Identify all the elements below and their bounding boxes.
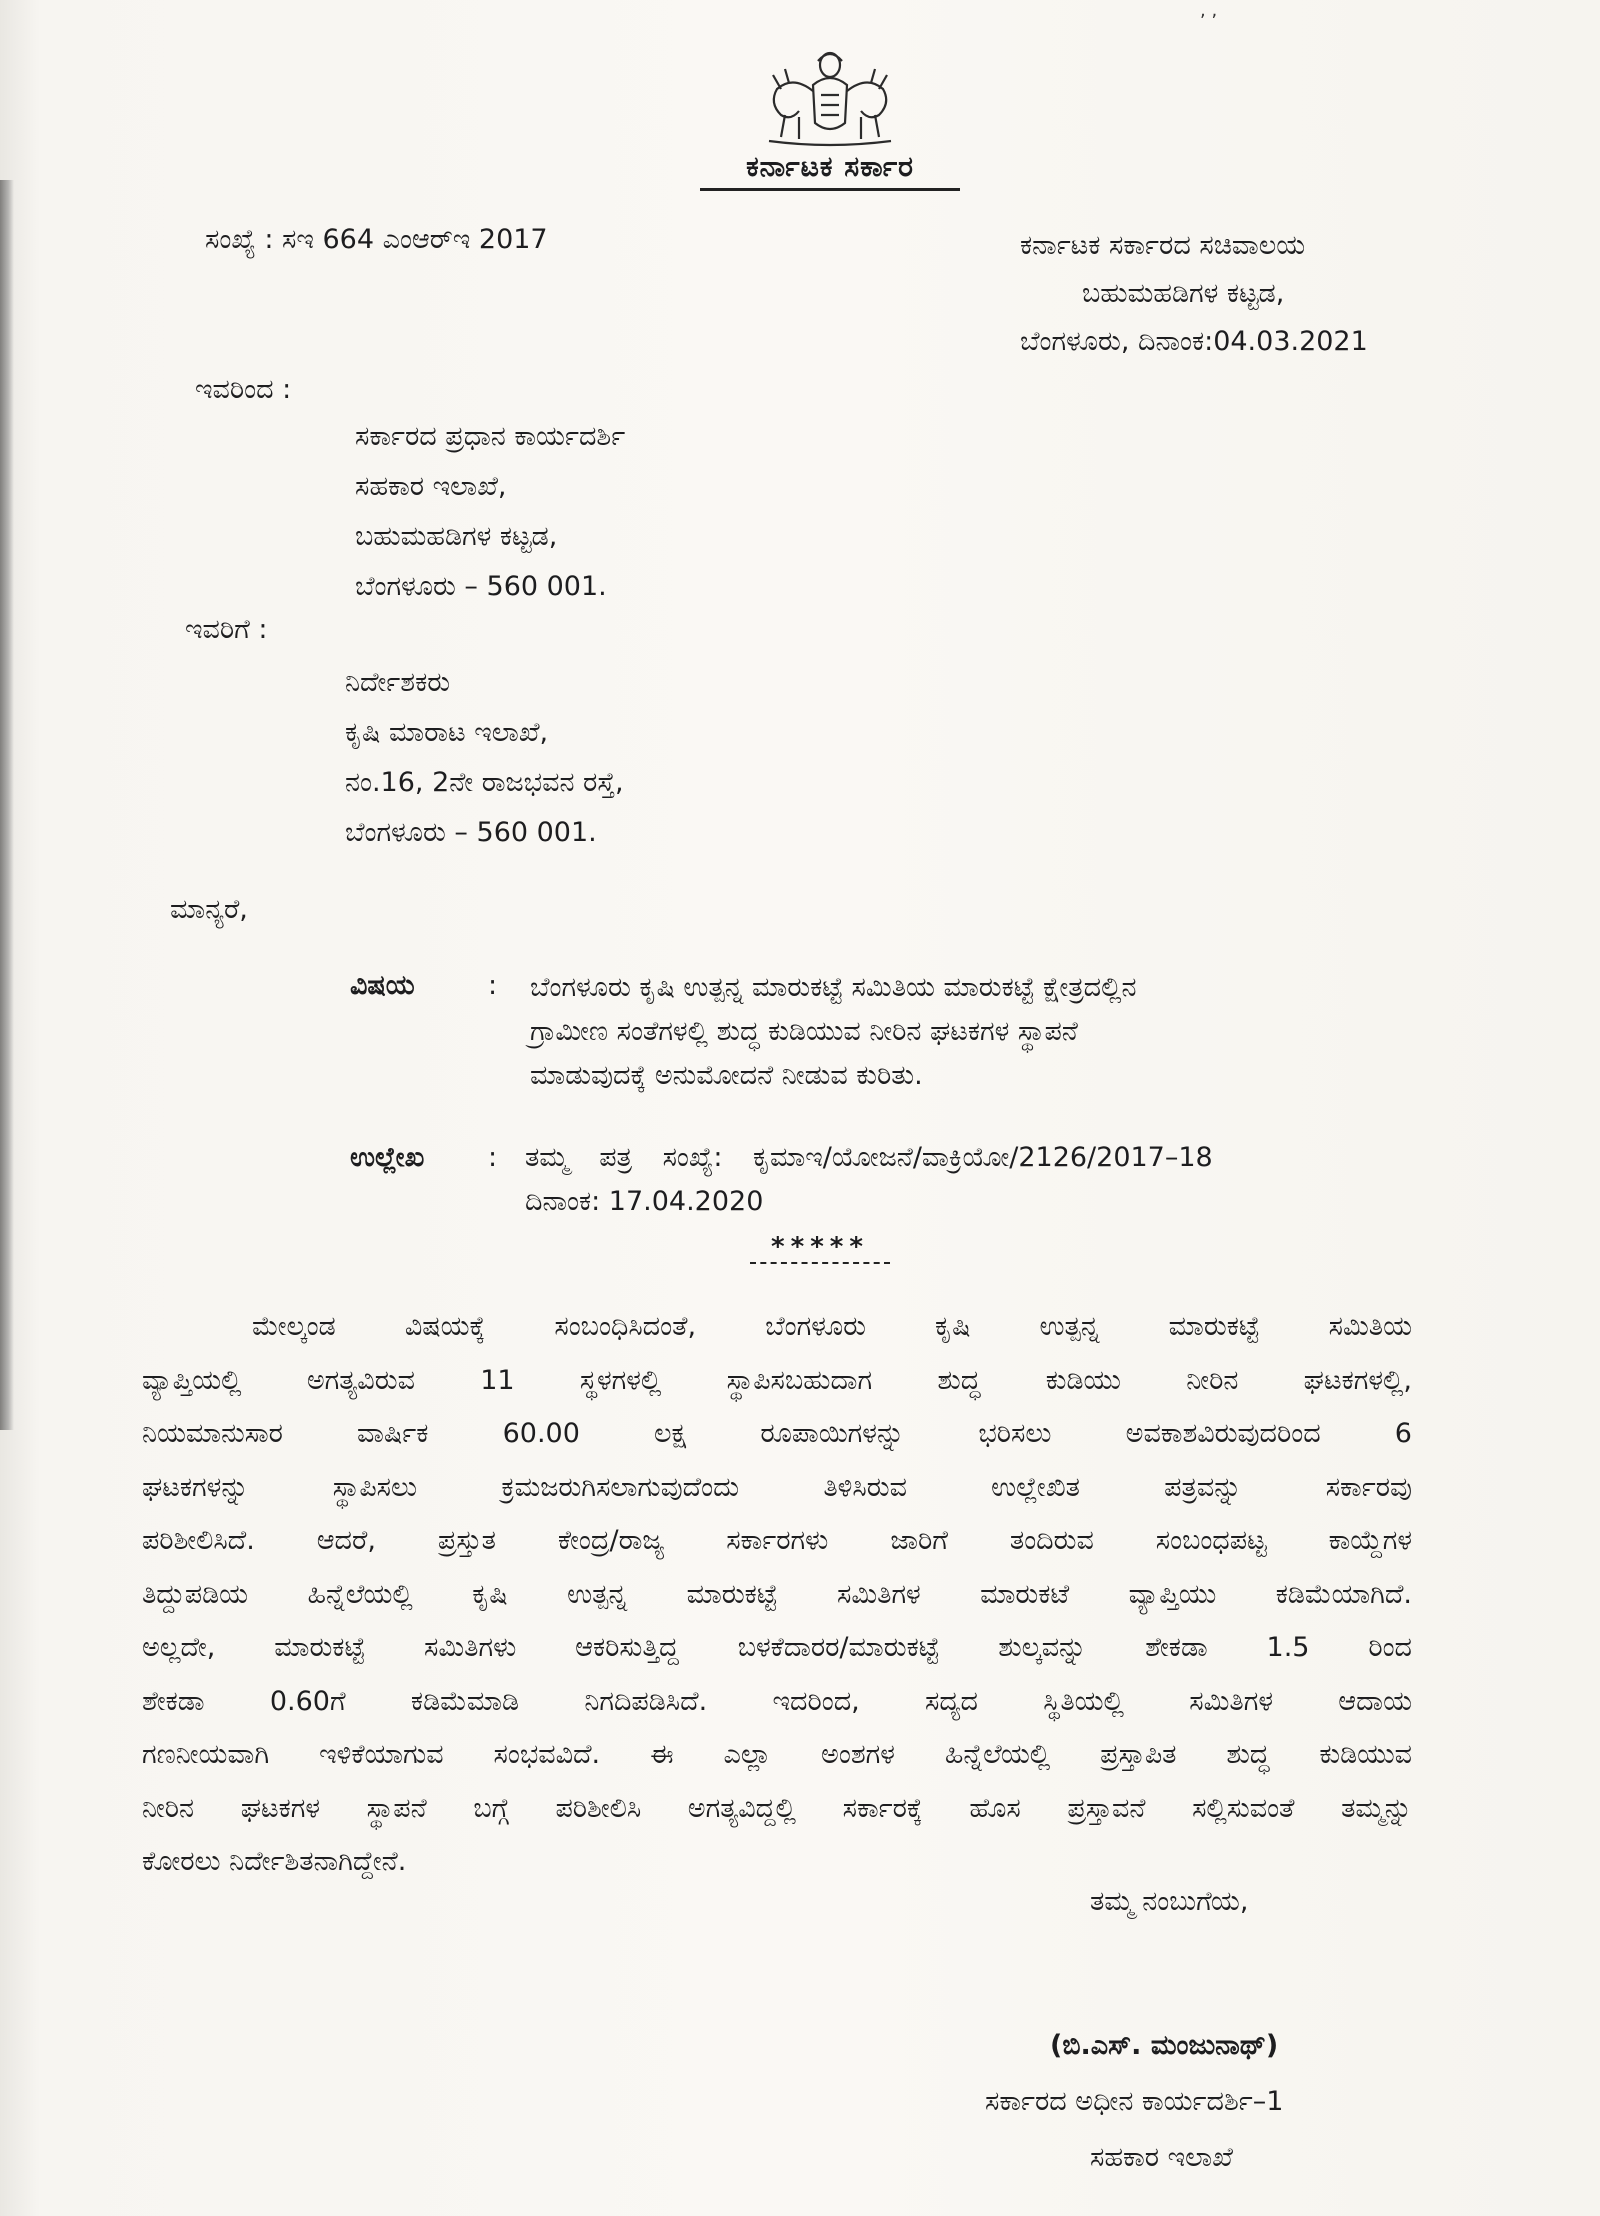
secretariat-line: ಕರ್ನಾಟಕ ಸರ್ಕಾರದ ಸಚಿವಾಲಯ — [1020, 230, 1306, 261]
address-line: ಕೃಷಿ ಮಾರಾಟ ಇಲಾಖೆ, — [345, 717, 549, 748]
subject-text — [530, 966, 1370, 1098]
from-address — [355, 412, 625, 612]
government-title: ಕರ್ನಾಟಕ ಸರ್ಕಾರ — [700, 150, 960, 191]
reference-text — [525, 1136, 1213, 1224]
corner-mark: , , — [1200, 0, 1218, 21]
body-line: ಶೇಕಡಾ 0.60ಗೆ ಕಡಿಮೆಮಾಡಿ ನಿಗದಿಪಡಿಸಿದೆ. ಇದರಿಂದ, ಸದ್ಯದ ಸ್ಥಿತಿಯಲ್ಲಿ ಸಮಿತಿಗಳ ಆದಾಯ — [142, 1685, 1412, 1717]
signatory-designation: ಸರ್ಕಾರದ ಅಧೀನ ಕಾರ್ಯದರ್ಶಿ–1 — [985, 2086, 1284, 2117]
body-line: ಪರಿಶೀಲಿಸಿದೆ. ಆದರೆ, ಪ್ರಸ್ತುತ ಕೇಂದ್ರ/ರಾಜ್ಯ ಸರ್ಕಾರಗಳು ಜಾರಿಗೆ ತಂದಿರುವ ಸಂಬಂಧಪಟ್ಟ ಕಾಯ್ದೆಗಳ — [142, 1525, 1412, 1556]
signatory-department: ಸಹಕಾರ ಇಲಾಖೆ — [1090, 2142, 1233, 2173]
reference-colon: : — [488, 1142, 498, 1173]
state-emblem-icon — [755, 45, 905, 155]
address-line: ಸರ್ಕಾರದ ಪ್ರಧಾನ ಕಾರ್ಯದರ್ಶಿ — [355, 421, 626, 452]
secretariat-line: ಬಹುಮಹಡಿಗಳ ಕಟ್ಟಡ, — [1082, 278, 1285, 309]
body-line: ಘಟಕಗಳನ್ನು ಸ್ಥಾಪಿಸಲು ಕ್ರಮಜರುಗಿಸಲಾಗುವುದೆಂದು ತಿಳಿಸಿರುವ ಉಲ್ಲೇಖಿತ ಪತ್ರವನ್ನು ಸರ್ಕಾರವು — [142, 1471, 1412, 1503]
address-line: ಬೆಂಗಳೂರು – 560 001. — [345, 817, 597, 848]
subject-line: ಬೆಂಗಳೂರು ಕೃಷಿ ಉತ್ಪನ್ನ ಮಾರುಕಟ್ಟೆ ಸಮಿತಿಯ ಮಾರುಕಟ್ಟೆ ಕ್ಷೇತ್ರದಲ್ಲಿನ — [530, 972, 1137, 1003]
subject-line: ಮಾಡುವುದಕ್ಕೆ ಅನುಮೋದನೆ ನೀಡುವ ಕುರಿತು. — [530, 1060, 923, 1091]
subject-colon: : — [488, 970, 498, 1001]
reference-date: ದಿನಾಂಕ: 17.04.2020 — [525, 1186, 764, 1217]
body-line: ಕೋರಲು ನಿರ್ದೇಶಿತನಾಗಿದ್ದೇನೆ. — [142, 1846, 407, 1877]
from-label: ಇವರಿಂದ : — [195, 374, 292, 405]
body-line: ಮೇಲ್ಕಂಡ ವಿಷಯಕ್ಕೆ ಸಂಬಂಧಿಸಿದಂತೆ, ಬೆಂಗಳೂರು ಕೃಷಿ ಉತ್ಪನ್ನ ಮಾರುಕಟ್ಟೆ ಸಮಿತಿಯ — [252, 1311, 1412, 1342]
body-line: ಅಲ್ಲದೇ, ಮಾರುಕಟ್ಟೆ ಸಮಿತಿಗಳು ಆಕರಿಸುತ್ತಿದ್ದ ಬಳಕೆದಾರರ/ಮಾರುಕಟ್ಟೆ ಶುಲ್ಕವನ್ನು ಶೇಕಡಾ 1.5 ರಿಂದ — [142, 1632, 1412, 1663]
body-line: ನಿಯಮಾನುಸಾರ ವಾರ್ಷಿಕ 60.00 ಲಕ್ಷ ರೂಪಾಯಿಗಳನ್ನು ಭರಿಸಲು ಅವಕಾಶವಿರುವುದರಿಂದ 6 — [142, 1418, 1412, 1449]
address-line: ನಿರ್ದೇಶಕರು — [345, 667, 451, 698]
address-line: ಬೆಂಗಳೂರು – 560 001. — [355, 571, 607, 602]
body-line: ತಿದ್ದುಪಡಿಯ ಹಿನ್ನೆಲೆಯಲ್ಲಿ ಕೃಷಿ ಉತ್ಪನ್ನ ಮಾರುಕಟ್ಟೆ ಸಮಿತಿಗಳ ಮಾರುಕಟೆ ವ್ಯಾಪ್ತಿಯು ಕಡಿಮೆಯಾಗಿದೆ. — [142, 1578, 1412, 1610]
secretariat-address — [1020, 222, 1368, 366]
reference-label: ಉಲ್ಲೇಖ — [350, 1142, 425, 1173]
separator-stars: ***** — [750, 1232, 890, 1264]
closing-phrase: ತಮ್ಮ ನಂಬುಗೆಯ, — [1090, 1886, 1249, 1917]
address-line: ನಂ.16, 2ನೇ ರಾಜಭವನ ರಸ್ತೆ, — [345, 767, 624, 798]
to-address — [345, 658, 624, 858]
reference-line: ತಮ್ಮ ಪತ್ರ ಸಂಖ್ಯೆ: ಕೃಮಾಇ/ಯೋಜನೆ/ವಾಕ್ರಿಯೋ/2126/2017–18 — [525, 1142, 1213, 1173]
to-label: ಇವರಿಗೆ : — [185, 614, 268, 645]
reference-number: ಸಂಖ್ಯೆ : ಸಇ 664 ಎಂಆರ್‌ಇ 2017 — [205, 224, 548, 255]
body-line: ವ್ಯಾಪ್ತಿಯಲ್ಲಿ ಅಗತ್ಯವಿರುವ 11 ಸ್ಥಳಗಳಲ್ಲಿ ಸ್ಥಾಪಿಸಬಹುದಾಗ ಶುದ್ಧ ಕುಡಿಯು ನೀರಿನ ಘಟಕಗಳಲ್ಲಿ, — [142, 1364, 1412, 1396]
salutation: ಮಾನ್ಯರೆ, — [170, 894, 248, 925]
subject-label: ವಿಷಯ — [350, 970, 415, 1001]
scan-edge-shadow — [0, 180, 14, 1430]
letter-date: ಬೆಂಗಳೂರು, ದಿನಾಂಕ:04.03.2021 — [1020, 326, 1368, 357]
body-line: ಗಣನೀಯವಾಗಿ ಇಳಿಕೆಯಾಗುವ ಸಂಭವವಿದೆ. ಈ ಎಲ್ಲಾ ಅಂಶಗಳ ಹಿನ್ನೆಲೆಯಲ್ಲಿ ಪ್ರಸ್ತಾಪಿತ ಶುದ್ಧ ಕುಡಿಯುವ — [142, 1739, 1412, 1770]
subject-line: ಗ್ರಾಮೀಣ ಸಂತೆಗಳಲ್ಲಿ ಶುದ್ಧ ಕುಡಿಯುವ ನೀರಿನ ಘಟಕಗಳ ಸ್ಥಾಪನೆ — [530, 1016, 1078, 1047]
body-line: ನೀರಿನ ಘಟಕಗಳ ಸ್ಥಾಪನೆ ಬಗ್ಗೆ ಪರಿಶೀಲಿಸಿ ಅಗತ್ಯವಿದ್ದಲ್ಲಿ ಸರ್ಕಾರಕ್ಕೆ ಹೊಸ ಪ್ರಸ್ತಾವನೆ ಸಲ್ಲಿಸುವಂತೆ ತಮ್ಮನ್ನು — [142, 1792, 1412, 1824]
signatory-name: (ಬಿ.ಎಸ್. ಮಂಜುನಾಥ್) — [1050, 2030, 1279, 2061]
address-line: ಸಹಕಾರ ಇಲಾಖೆ, — [355, 471, 507, 502]
body-paragraph — [142, 1300, 1412, 1889]
address-line: ಬಹುಮಹಡಿಗಳ ಕಟ್ಟಡ, — [355, 521, 558, 552]
